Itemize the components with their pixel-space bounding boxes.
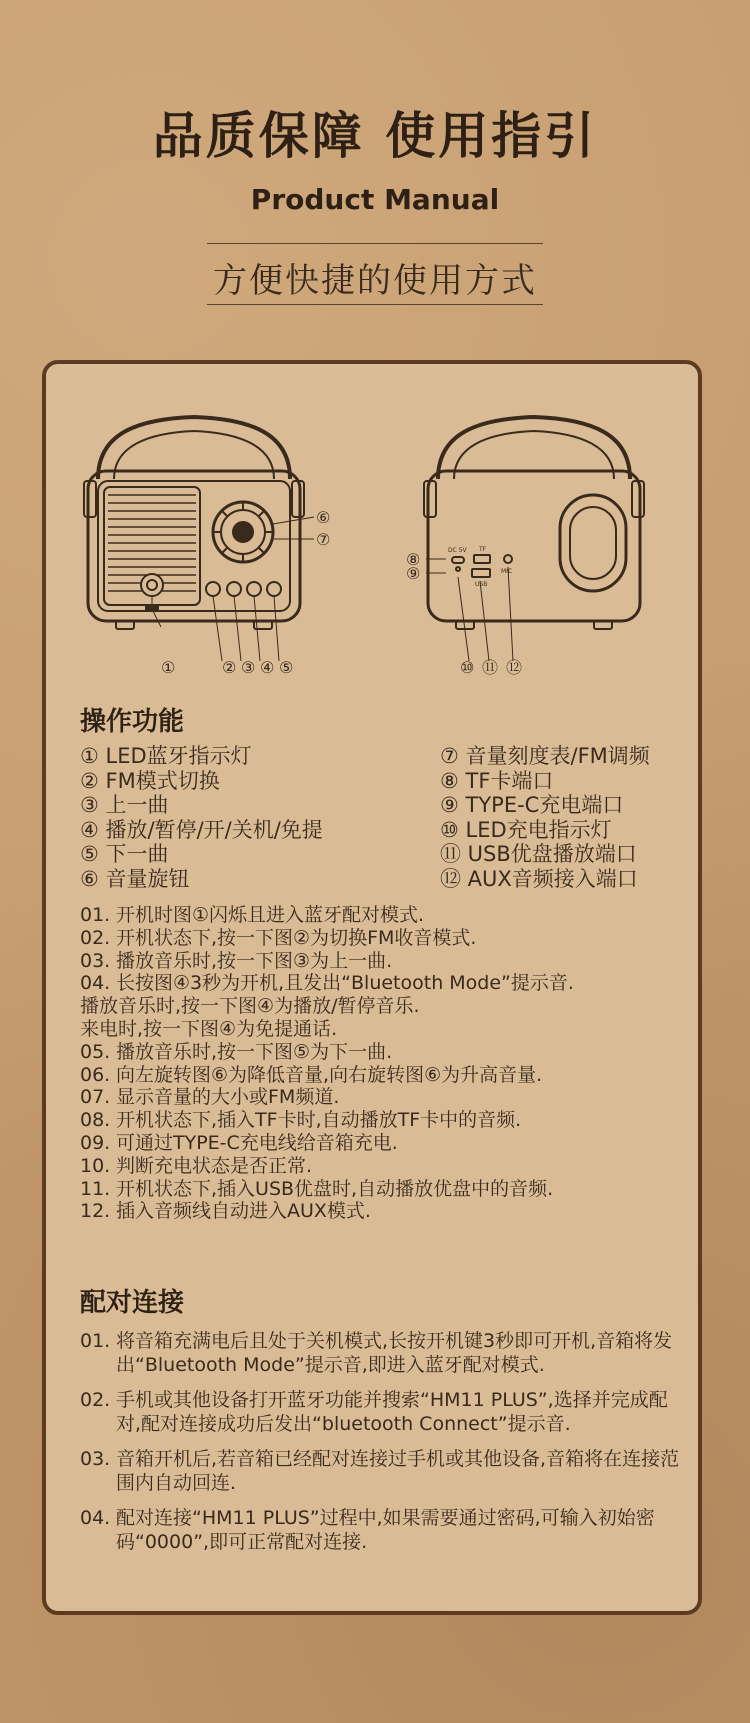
function-item: ③ 上一曲 — [80, 793, 169, 817]
step-item — [80, 1200, 690, 1223]
pairing-text: 配对连接“HM11 PLUS”过程中,如果需要通过密码,可输入初始密码“0000”,即可正常配对连接. — [116, 1507, 655, 1553]
page-title: 品质保障 使用指引 — [152, 107, 598, 165]
step-number: 10. — [80, 1154, 111, 1177]
led-indicator-icon — [141, 574, 163, 596]
step-item — [80, 1064, 690, 1087]
step-item — [80, 927, 690, 950]
function-item: ⑧ TF卡端口 — [440, 768, 554, 793]
callout-7: ⑦ — [316, 530, 331, 549]
pairing-text: 音箱开机后,若音箱已经配对连接过手机或其他设备,音箱将在连接范围内自动回连. — [116, 1448, 680, 1494]
port-label-mic: MIC — [501, 568, 513, 575]
function-item: ⑩ LED充电指示灯 — [440, 817, 612, 842]
step-text: 向左旋转图⑥为降低音量,向右旋转图⑥为升高音量. — [116, 1063, 543, 1086]
pairing-steps — [80, 1329, 690, 1565]
pairing-item — [80, 1388, 690, 1436]
step-number: 11. — [80, 1177, 111, 1200]
header — [0, 0, 750, 360]
page-subtitle: 方便快捷的使用方式 — [213, 261, 537, 301]
step-text: 插入音频线自动进入AUX模式. — [116, 1200, 371, 1223]
divider-top — [207, 243, 543, 244]
step-continuation: 播放音乐时,按一下图④为播放/暂停音乐. — [80, 995, 420, 1018]
step-text: 开机状态下,插入USB优盘时,自动播放优盘中的音频. — [116, 1177, 554, 1200]
step-number: 01. — [80, 904, 111, 926]
pairing-section-title: 配对连接 — [80, 1288, 185, 1318]
step-number: 07. — [80, 1086, 111, 1109]
speaker-illustration — [76, 409, 676, 679]
step-text: 判断充电状态是否正常. — [116, 1154, 313, 1177]
function-item: ⑫ AUX音频接入端口 — [440, 866, 638, 891]
step-text: 开机状态下,插入TF卡时,自动播放TF卡中的音频. — [116, 1109, 522, 1132]
step-text: 开机时图①闪烁且进入蓝牙配对模式. — [116, 904, 425, 926]
function-item: ① LED蓝牙指示灯 — [80, 744, 252, 768]
manual-panel — [42, 360, 702, 1615]
pairing-number: 03. — [80, 1448, 111, 1470]
callout-3: ③ — [241, 658, 256, 677]
step-text: 显示音量的大小或FM频道. — [116, 1086, 340, 1109]
step-number: 12. — [80, 1200, 111, 1223]
function-item: ⑪ USB优盘播放端口 — [440, 842, 637, 866]
page-title-english: Product Manual — [250, 183, 500, 216]
step-item — [80, 1155, 690, 1178]
function-item: ⑥ 音量旋钮 — [80, 866, 190, 891]
pairing-item — [80, 1506, 690, 1554]
function-column-right — [440, 744, 650, 891]
step-number: 06. — [80, 1063, 111, 1086]
step-text: 播放音乐时,按一下图⑤为下一曲. — [116, 1040, 393, 1063]
step-continuation: 来电时,按一下图④为免提通话. — [80, 1017, 338, 1040]
step-item — [80, 1086, 690, 1109]
step-item — [80, 972, 690, 995]
pairing-number: 02. — [80, 1389, 111, 1411]
callout-5: ⑤ — [279, 658, 294, 677]
function-item: ⑤ 下一曲 — [80, 842, 169, 866]
step-text: 播放音乐时,按一下图③为上一曲. — [116, 949, 393, 972]
pairing-item — [80, 1447, 690, 1495]
step-number: 02. — [80, 926, 111, 949]
divider-bottom — [207, 304, 543, 305]
callout-2: ② — [222, 658, 237, 677]
step-item — [80, 1178, 690, 1201]
pairing-number: 04. — [80, 1507, 111, 1529]
callout-10: ⑩ — [460, 658, 475, 677]
step-item — [80, 1041, 690, 1064]
pairing-text: 手机或其他设备打开蓝牙功能并搜索“HM11 PLUS”,选择并完成配对,配对连接成功后发出“bluetooth Connect”提示音. — [116, 1389, 668, 1435]
step-number: 09. — [80, 1131, 111, 1154]
callout-8: ⑧ — [406, 550, 421, 569]
step-number: 05. — [80, 1040, 111, 1063]
step-text: 可通过TYPE-C充电线给音箱充电. — [116, 1131, 398, 1154]
callout-6: ⑥ — [316, 508, 331, 527]
control-buttons — [206, 582, 281, 596]
function-item: ④ 播放/暂停/开/关机/免提 — [80, 817, 323, 842]
port-label-dc: DC 5V — [448, 547, 467, 554]
step-item — [80, 904, 690, 927]
port-label-tf: TF — [479, 546, 487, 553]
function-item: ⑦ 音量刻度表/FM调频 — [440, 744, 650, 768]
function-column-left — [80, 744, 323, 891]
operation-section-title: 操作功能 — [80, 707, 185, 737]
callout-12: ⑫ — [506, 658, 523, 677]
volume-dial-icon — [213, 502, 273, 562]
operation-steps — [80, 904, 690, 1223]
port-label-usb: USB — [475, 581, 488, 588]
callout-9: ⑨ — [406, 564, 421, 583]
function-item: ② FM模式切换 — [80, 768, 220, 793]
step-item — [80, 1132, 690, 1155]
step-number: 04. — [80, 972, 111, 995]
step-text: 长按图④3秒为开机,且发出“Bluetooth Mode”提示音. — [116, 972, 574, 995]
callout-1: ① — [161, 658, 176, 677]
speaker-front-view — [84, 417, 314, 661]
step-number: 03. — [80, 949, 111, 972]
pairing-item — [80, 1329, 690, 1377]
callout-11: ⑪ — [482, 658, 499, 677]
step-item — [80, 1109, 690, 1132]
function-item: ⑨ TYPE-C充电端口 — [440, 793, 624, 817]
callout-4: ④ — [260, 658, 275, 677]
step-text: 开机状态下,按一下图②为切换FM收音模式. — [116, 926, 477, 949]
step-item — [80, 950, 690, 973]
pairing-number: 01. — [80, 1330, 111, 1352]
speaker-back-view — [424, 417, 644, 661]
step-number: 08. — [80, 1109, 111, 1132]
pairing-text: 将音箱充满电后且处于关机模式,长按开机键3秒即可开机,音箱将发出“Bluetooth Mode”提示音,即进入蓝牙配对模式. — [116, 1330, 673, 1376]
